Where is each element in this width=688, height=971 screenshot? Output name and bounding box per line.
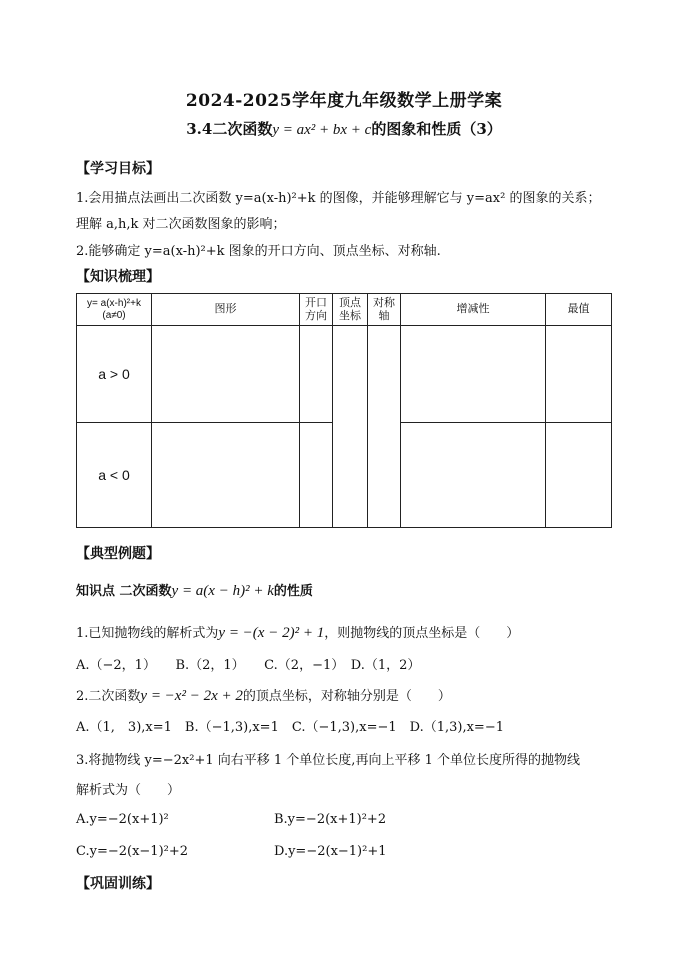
objectives-heading: 【学习目标】 [76,161,160,177]
knowledge-point [76,580,313,600]
q3-option-d: D.y=−2(x−1)²+1 [274,844,387,859]
header-vertex [333,294,368,326]
cell-empty [368,326,401,528]
q1-suffix: ，则抛物线的顶点坐标是（ ） [324,626,520,641]
subtitle-prefix: 3.4二次函数 [186,120,273,138]
knowledge-point-suffix: 的性质 [273,584,313,599]
knowledge-heading: 【知识梳理】 [76,269,160,285]
knowledge-table [76,293,612,528]
examples-heading: 【典型例题】 [76,546,160,562]
q2-options: A.（1, 3),x=1 B.（−1,3),x=1 C.（−1,3),x=−1 D.（1,3),x=−1 [76,720,504,735]
page-title: 2024-2025学年度九年级数学上册学案 [185,91,503,111]
header-vertex-l2: 坐标 [339,309,361,322]
objective-line-1: 1.会用描点法画出二次函数 y=a(x-h)²+k 的图像，并能够理解它与 y=ax² 的图象的关系； [76,191,601,206]
objective-line-3: 2.能够确定 y=a(x-h)²+k 图象的开口方向、顶点坐标、对称轴. [76,244,441,259]
practice-heading: 【巩固训练】 [76,876,160,892]
cell-empty [300,423,333,528]
row-label-a-positive: a > 0 [77,326,152,423]
cell-empty [152,326,300,423]
cell-empty [546,423,612,528]
header-function [77,294,152,326]
knowledge-point-prefix: 知识点 二次函数 [76,584,172,599]
header-function-formula: y= a(x-h)²+k [87,297,141,309]
cell-empty [152,423,300,528]
header-graph: 图形 [152,294,300,326]
subtitle-suffix: 的图象和性质（3） [371,120,502,138]
knowledge-point-formula: y = a(x − h)² + k [171,583,274,599]
cell-empty [401,423,546,528]
knowledge-table-header [77,294,612,326]
table-row [77,326,612,423]
cell-empty [401,326,546,423]
q1-options: A.（−2，1） B.（2，1） C.（2，−1） D.（1，2） [76,658,421,673]
cell-empty [546,326,612,423]
cell-empty [333,326,368,528]
header-axis-l1: 对称 [373,296,395,309]
q2-suffix: 的顶点坐标，对称轴分别是（ ） [242,689,451,704]
header-axis [368,294,401,326]
q2-formula: y = −x² − 2x + 2 [140,688,243,704]
lesson-subtitle [0,118,688,139]
q2-prefix: 2.二次函数 [76,689,141,704]
header-extreme: 最值 [546,294,612,326]
header-opening-l1: 开口 [305,296,327,309]
q3-option-a: A.y=−2(x+1)² [76,812,169,827]
q3-option-c: C.y=−2(x−1)²+2 [76,844,189,859]
row-label-a-negative: a < 0 [77,423,152,528]
header-axis-l2: 轴 [378,309,390,322]
header-opening-l2: 方向 [305,309,327,322]
cell-empty [300,326,333,423]
header-monotonicity: 增减性 [401,294,546,326]
question-3-line-1: 3.将抛物线 y=−2x²+1 向右平移 1 个单位长度,再向上平移 1 个单位长度所得的抛物线 [76,753,580,768]
header-function-condition: (a≠0) [102,309,126,321]
q3-option-b: B.y=−2(x+1)²+2 [274,812,387,827]
header-opening [300,294,333,326]
q1-formula: y = −(x − 2)² + 1 [218,625,325,641]
question-3-line-2: 解析式为（ ） [76,783,181,798]
question-2 [76,685,451,705]
question-1 [76,622,519,642]
subtitle-formula: y = ax² + bx + c [272,122,372,138]
objective-line-2: 理解 a,h,k 对二次函数图象的影响； [76,217,286,232]
q1-prefix: 1.已知抛物线的解析式为 [76,626,219,641]
header-vertex-l1: 顶点 [339,296,361,309]
